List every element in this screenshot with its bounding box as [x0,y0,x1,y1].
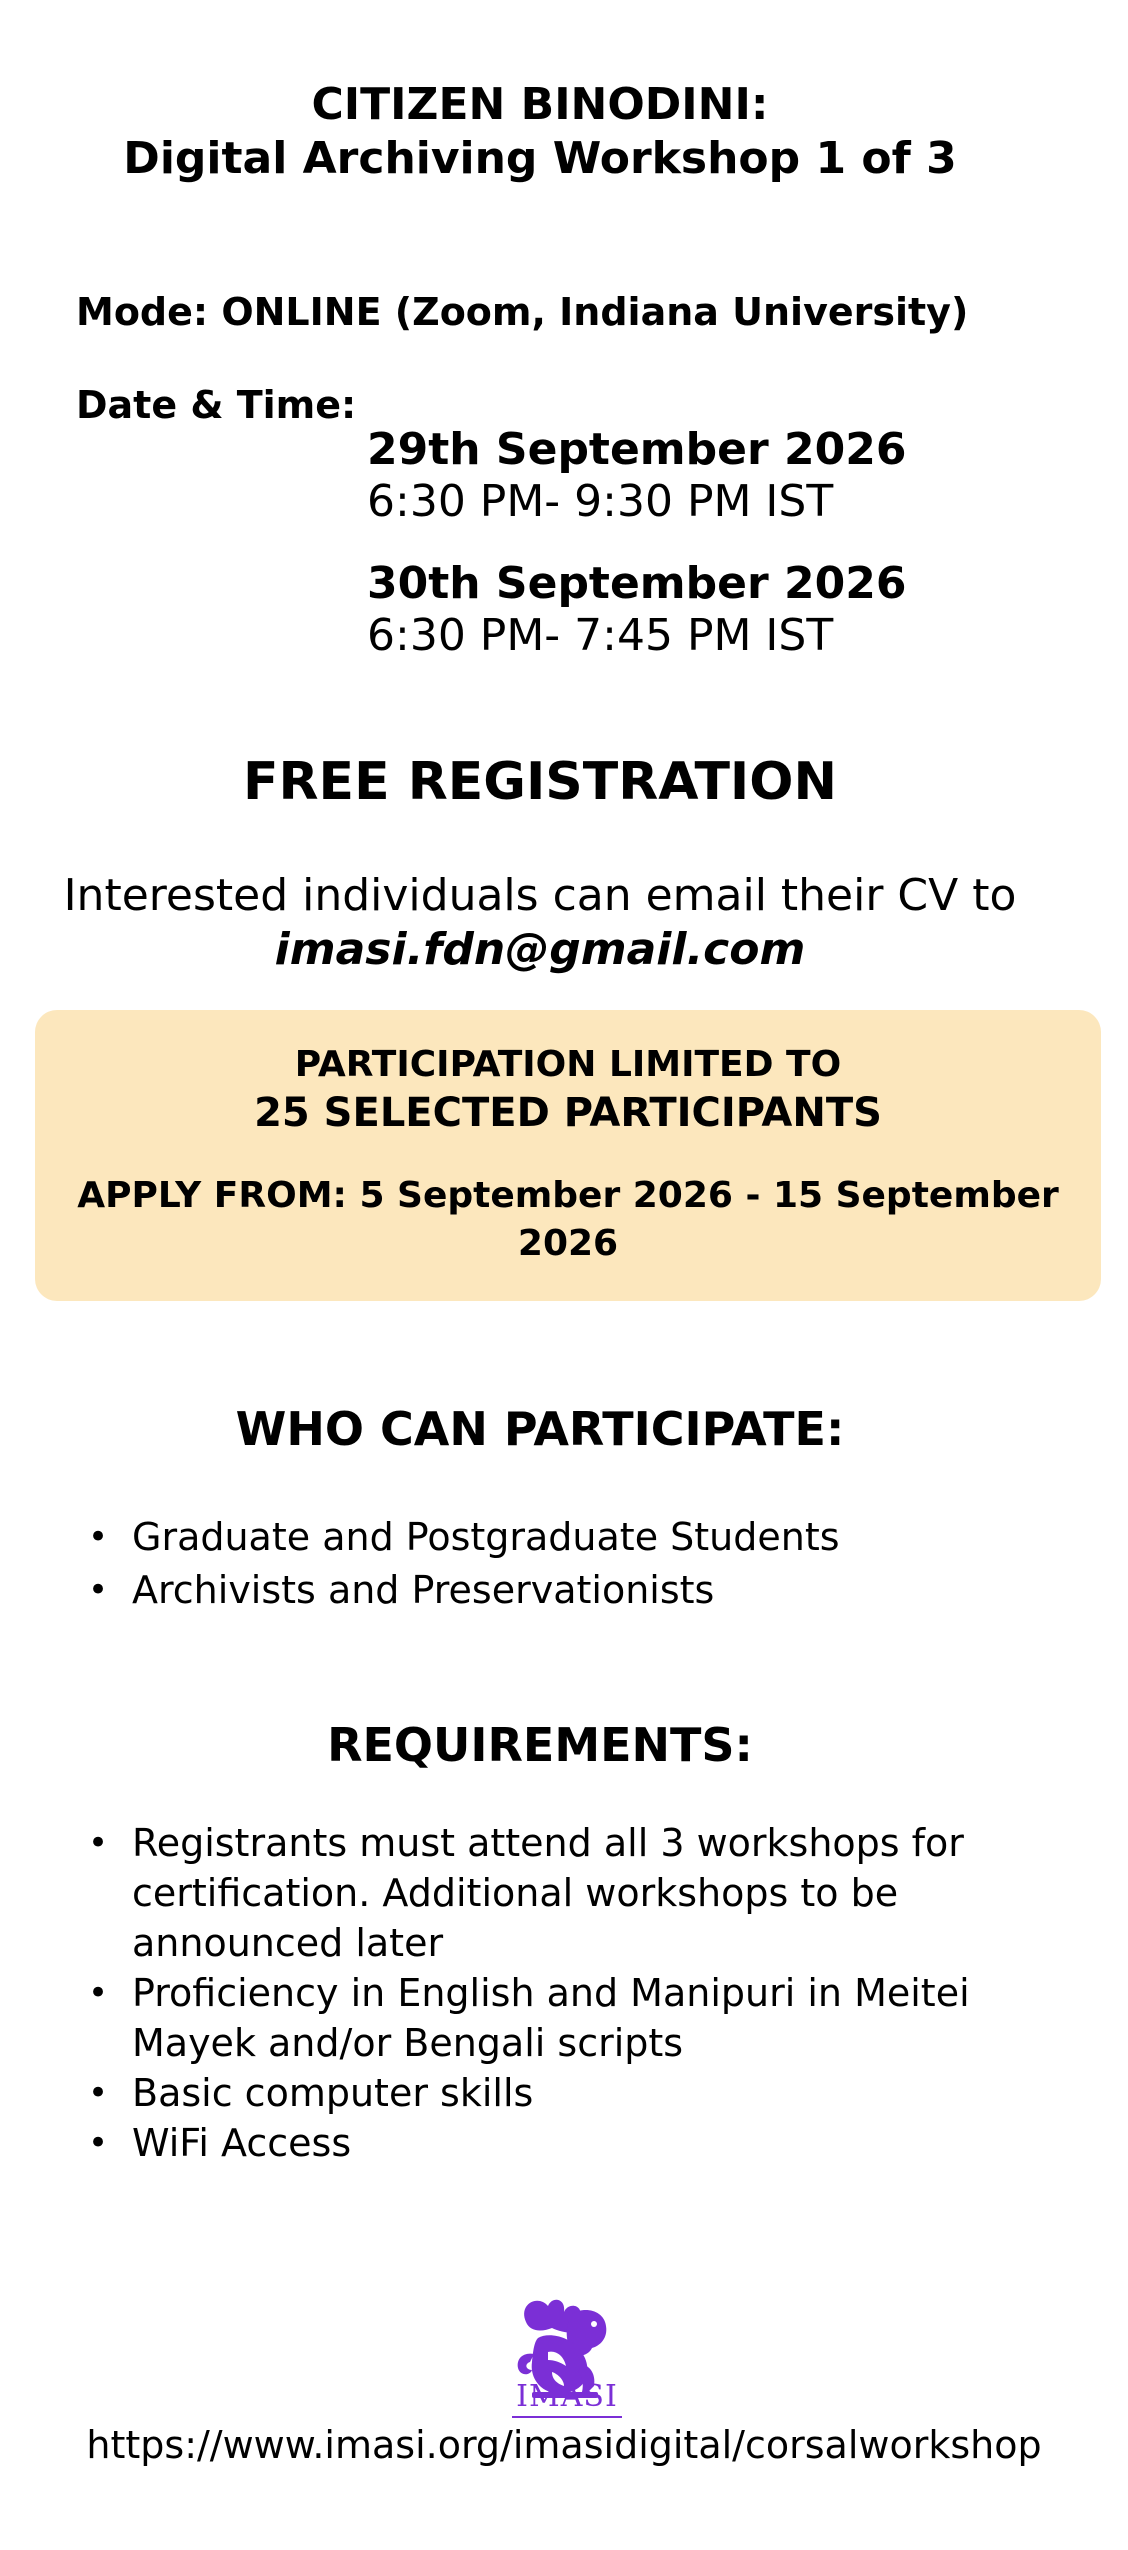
registration-instruction: Interested individuals can email their CV to [63,870,1017,921]
who-list [88,1512,988,1618]
mode-text: Mode: ONLINE (Zoom, Indiana University) [76,290,969,334]
list-item: • Proficiency in English and Manipuri in Meitei Mayek and/or Bengali scripts [88,1968,988,2068]
registration-email[interactable]: imasi.fdn@gmail.com [274,924,806,975]
participant-count-text: 25 SELECTED PARTICIPANTS [254,1090,882,1136]
logo-underline [512,2416,622,2418]
apply-dates-text: APPLY FROM: 5 September 2026 - 15 September 2026 [77,1175,1059,1264]
list-item: • WiFi Access [88,2118,988,2168]
title-line-1: CITIZEN BINODINI: [311,79,769,130]
session-2-date: 30th September 2026 [367,558,907,609]
workshop-url-link[interactable]: https://www.imasi.org/imasidigital/corsalworkshop [86,2423,1042,2467]
logo-wordmark: IMASI [516,2379,618,2414]
list-item: • Basic computer skills [88,2068,988,2118]
who-can-participate-heading: WHO CAN PARTICIPATE: [235,1402,845,1456]
list-item: • Graduate and Postgraduate Students [88,1512,988,1562]
free-registration-heading: FREE REGISTRATION [242,752,837,812]
requirements-list [88,1818,988,2168]
title-line-2: Digital Archiving Workshop 1 of 3 [123,133,957,184]
session-1-date: 29th September 2026 [367,424,907,475]
requirements-heading: REQUIREMENTS: [327,1718,753,1772]
session-2-time: 6:30 PM- 7:45 PM IST [367,610,834,661]
date-time-label: Date & Time: [76,383,357,427]
list-item: • Archivists and Preservationists [88,1565,988,1615]
participation-limit-text: PARTICIPATION LIMITED TO [294,1044,842,1085]
session-1-time: 6:30 PM- 9:30 PM IST [367,476,834,527]
list-item: • Registrants must attend all 3 workshops for certification. Additional workshops to be announced later [88,1818,988,1968]
